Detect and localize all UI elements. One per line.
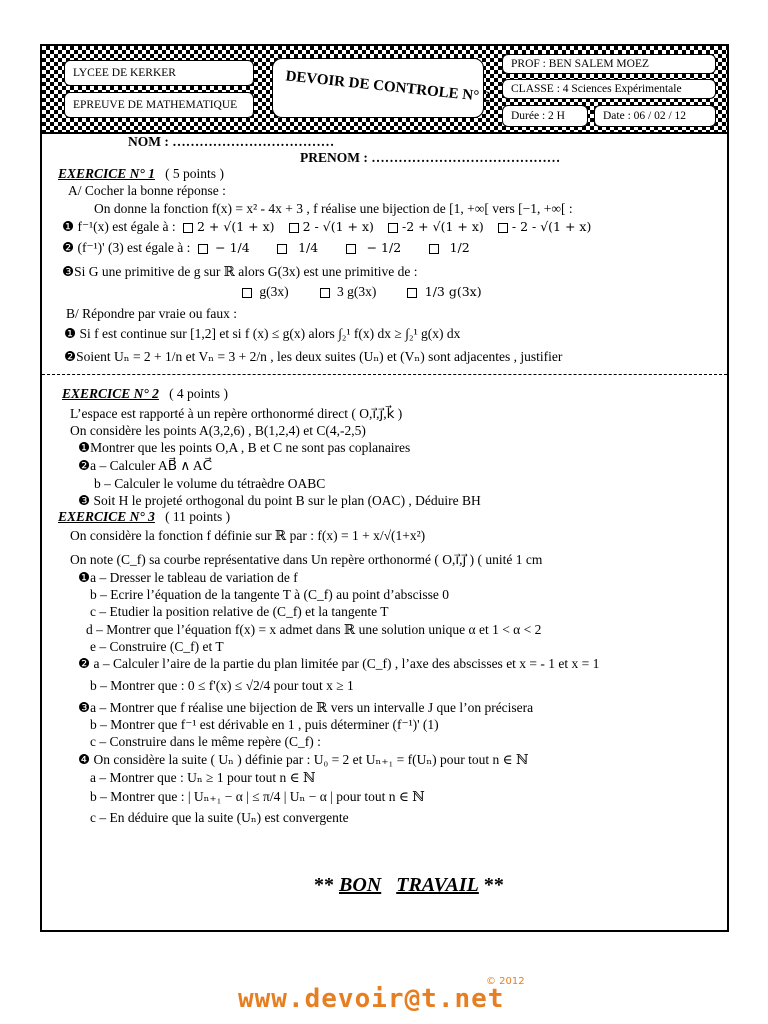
duration: Durée : 2 H bbox=[511, 110, 565, 122]
prof-box bbox=[502, 54, 716, 74]
q3-checkbox-2[interactable] bbox=[320, 288, 330, 298]
ex1-q3: ❸Si G une primitive de g sur ℝ alors G(3x) est une primitive de : bbox=[62, 264, 418, 279]
date-box bbox=[594, 105, 716, 127]
ex3-line: ❷ a – Calculer l’aire de la partie du plan limitée par (C_f) , l’axe des abscisses et x = - 1 et x = 1 bbox=[78, 656, 600, 671]
prof-name: PROF : BEN SALEM MOEZ bbox=[511, 58, 650, 70]
ex3-line: b – Ecrire l’équation de la tangente T à (C_f) au point d’abscisse 0 bbox=[90, 587, 450, 602]
school-box bbox=[64, 60, 254, 86]
exam-sheet bbox=[40, 44, 729, 932]
ex3-line: On note (C_f) sa courbe représentative dans Un repère orthonormé ( O,i⃗,j⃗ ) ( unité 1 cm bbox=[70, 552, 543, 567]
ex3-line: b – Montrer que : 0 ≤ f'(x) ≤ √2/4 pour tout x ≥ 1 bbox=[90, 678, 354, 693]
date: Date : 06 / 02 / 12 bbox=[603, 110, 687, 122]
ex2-line: ❶Montrer que les points O,A , B et C ne sont pas coplanaires bbox=[78, 440, 411, 455]
ex2-title: EXERCICE N° 2 bbox=[62, 386, 159, 401]
section-divider bbox=[42, 374, 727, 375]
closing-message bbox=[314, 874, 504, 897]
q3-option: g(3x) bbox=[259, 284, 289, 299]
q2-label: ❷ (f⁻¹)' (3) est égale à : bbox=[62, 240, 191, 255]
ex1-points: ( 5 points ) bbox=[165, 166, 224, 181]
q2-checkbox-2[interactable] bbox=[277, 244, 287, 254]
ex3-line: e – Construire (C_f) et T bbox=[90, 639, 224, 654]
q2-checkbox-3[interactable] bbox=[346, 244, 356, 254]
travail-word: TRAVAIL bbox=[396, 874, 479, 896]
ex3-line: d – Montrer que l’équation f(x) = x admet dans ℝ une solution unique α et 1 < α < 2 bbox=[86, 622, 542, 637]
q1-checkbox-4[interactable] bbox=[498, 223, 508, 233]
ex3-line: ❶a – Dresser le tableau de variation de f bbox=[78, 570, 298, 585]
ex3-line: On considère la fonction f définie sur ℝ par : f(x) = 1 + x/√(1+x²) bbox=[70, 528, 426, 543]
ex1-partB: B/ Répondre par vraie ou faux : bbox=[66, 306, 237, 321]
nom-field: NOM : ……………………………… bbox=[128, 134, 335, 149]
q2-option: − 1/4 bbox=[215, 240, 250, 255]
ex1-b2: ❷Soient Uₙ = 2 + 1/n et Vₙ = 3 + 2/n , les deux suites (Uₙ) et (Vₙ) sont adjacentes , justifier bbox=[64, 349, 563, 364]
ex1-q1 bbox=[62, 219, 591, 235]
q1-option: 2 + √(1 + x) bbox=[196, 219, 275, 234]
class-name: CLASSE : 4 Sciences Expérimentale bbox=[511, 83, 682, 95]
ex2-line: b – Calculer le volume du tétraèdre OABC bbox=[94, 476, 326, 491]
class-box bbox=[502, 79, 716, 99]
ex1-heading bbox=[58, 166, 224, 182]
ex1-partA: A/ Cocher la bonne réponse : bbox=[68, 183, 226, 198]
ex3-line: ❸a – Montrer que f réalise une bijection de ℝ vers un intervalle J que l’on précisera bbox=[78, 700, 534, 715]
header-banner bbox=[42, 46, 727, 134]
q2-option: 1/2 bbox=[449, 240, 470, 255]
exam-title: DEVOIR DE CONTROLE N° 2 bbox=[284, 68, 492, 106]
title-box bbox=[272, 58, 492, 118]
ex2-heading bbox=[62, 386, 228, 402]
ex3-heading bbox=[58, 509, 230, 525]
ex2-points: ( 4 points ) bbox=[169, 386, 228, 401]
ex3-line: c – Construire dans le même repère (C_f) : bbox=[90, 734, 321, 749]
site-watermark: www.devoir@t.net bbox=[238, 984, 505, 1014]
watermark-copyright: © 2012 bbox=[486, 976, 525, 987]
ex1-b1: ❶ Si f est continue sur [1,2] et si f (x) ≤ g(x) alors ∫₂¹ f(x) dx ≥ ∫₂¹ g(x) dx bbox=[64, 326, 461, 341]
q2-option: 1/4 bbox=[298, 240, 319, 255]
ex2-line: L’espace est rapporté à un repère orthonormé direct ( O,i⃗,j⃗,k⃗ ) bbox=[70, 406, 403, 421]
ex3-line: c – Etudier la position relative de (C_f) et la tangente T bbox=[90, 604, 389, 619]
ex2-line: On considère les points A(3,2,6) , B(1,2,4) et C(4,-2,5) bbox=[70, 423, 366, 438]
stars-left: ** bbox=[314, 874, 334, 896]
ex3-points: ( 11 points ) bbox=[165, 509, 231, 524]
ex3-line: ❹ On considère la suite ( Uₙ ) définie par : U₀ = 2 et Uₙ₊₁ = f(Uₙ) pour tout n ∈ ℕ bbox=[78, 752, 529, 767]
q1-checkbox-2[interactable] bbox=[289, 223, 299, 233]
ex1-q2 bbox=[62, 240, 470, 256]
q1-checkbox-3[interactable] bbox=[388, 223, 398, 233]
q3-option: 3 g(3x) bbox=[337, 284, 377, 299]
q2-option: − 1/2 bbox=[366, 240, 402, 255]
ex3-line: b – Montrer que : | Uₙ₊₁ − α | ≤ π/4 | Uₙ − α | pour tout n ∈ ℕ bbox=[90, 789, 425, 804]
q1-label: ❶ f⁻¹(x) est égale à : bbox=[62, 219, 176, 234]
q3-option: 1/3 g(3x) bbox=[424, 284, 482, 299]
ex2-line: ❷a – Calculer AB⃗ ∧ AC⃗ bbox=[78, 458, 213, 473]
q3-checkbox-3[interactable] bbox=[407, 288, 417, 298]
q1-option: 2 - √(1 + x) bbox=[302, 219, 374, 234]
ex1-intro: On donne la fonction f(x) = x² - 4x + 3 , f réalise une bijection de [1, +∞[ vers [−1, +∞[ : bbox=[94, 201, 573, 216]
school-name: LYCEE DE KERKER bbox=[73, 67, 176, 79]
stars-right: ** bbox=[483, 874, 504, 896]
ex2-line: ❸ Soit H le projeté orthogonal du point B sur le plan (OAC) , Déduire BH bbox=[78, 493, 481, 508]
ex1-q3-options bbox=[238, 284, 482, 300]
subject-box bbox=[64, 92, 254, 118]
ex1-title: EXERCICE N° 1 bbox=[58, 166, 155, 181]
duration-box bbox=[502, 105, 588, 127]
ex3-line: c – En déduire que la suite (Uₙ) est convergente bbox=[90, 810, 349, 825]
q2-checkbox-1[interactable] bbox=[198, 244, 208, 254]
ex3-title: EXERCICE N° 3 bbox=[58, 509, 155, 524]
bon-word: BON bbox=[339, 874, 382, 896]
ex3-line: b – Montrer que f⁻¹ est dérivable en 1 , puis déterminer (f⁻¹)' (1) bbox=[90, 717, 439, 732]
ex3-line: a – Montrer que : Uₙ ≥ 1 pour tout n ∈ ℕ bbox=[90, 770, 316, 785]
subject-name: EPREUVE DE MATHEMATIQUE bbox=[73, 99, 238, 111]
q2-checkbox-4[interactable] bbox=[429, 244, 439, 254]
q3-checkbox-1[interactable] bbox=[242, 288, 252, 298]
prenom-field: PRENOM : …………………………………… bbox=[300, 150, 561, 165]
q1-checkbox-1[interactable] bbox=[183, 223, 193, 233]
q1-option: - 2 - √(1 + x) bbox=[511, 219, 592, 234]
q1-option: -2 + √(1 + x) bbox=[402, 219, 484, 234]
